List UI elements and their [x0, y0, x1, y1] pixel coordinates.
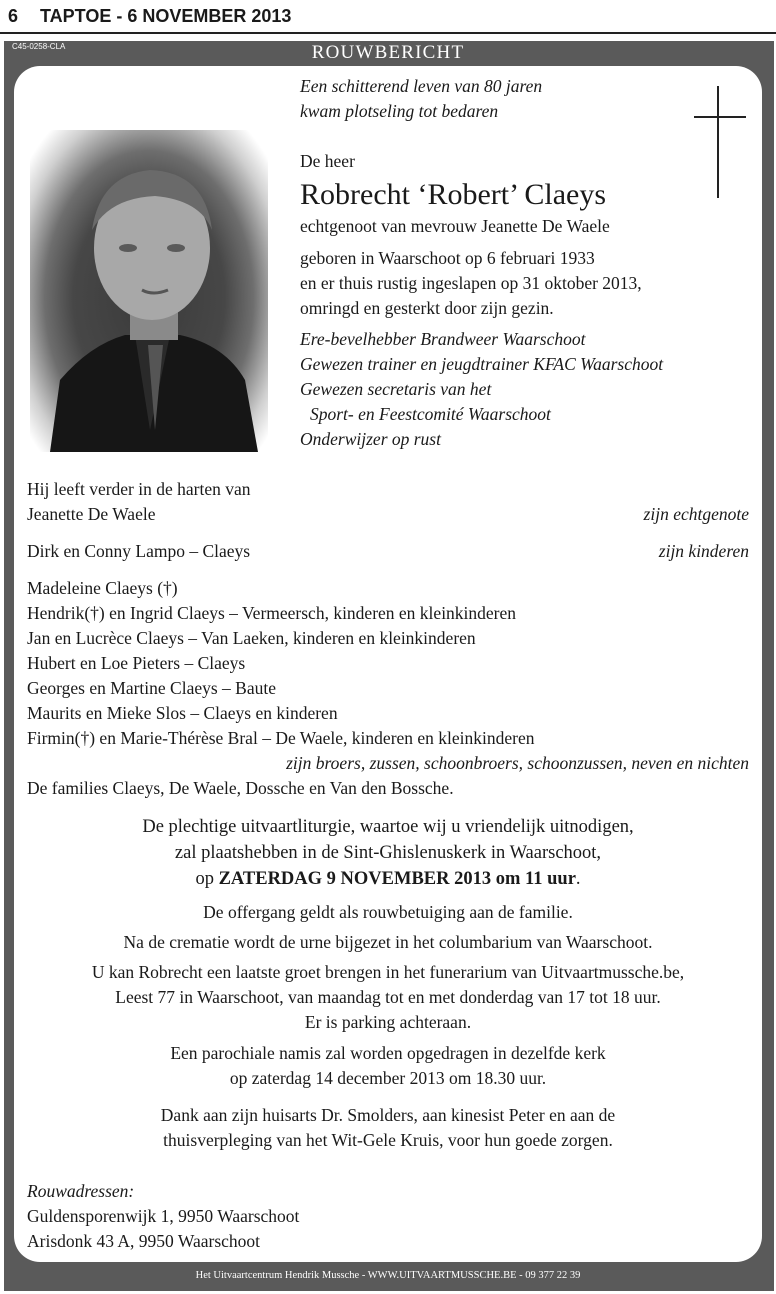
mass-line-2: op zaterdag 14 december 2013 om 18.30 uur.	[229, 1068, 547, 1088]
visitation-line-2: Leest 77 in Waarschoot, van maandag tot en met donderdag van 17 tot 18 uur.	[115, 987, 661, 1007]
mass-line-1: Een parochiale namis zal worden opgedragen in dezelfde kerk	[170, 1043, 606, 1063]
spouse-relation: zijn echtgenote	[643, 504, 749, 524]
page-header	[8, 6, 291, 27]
deceased-name: Robrecht ‘Robert’ Claeys	[300, 178, 607, 211]
addresses-label: Rouwadressen:	[27, 1181, 135, 1201]
title-line-5: Onderwijzer op rust	[300, 429, 441, 449]
urn-line: Na de crematie wordt de urne bijgezet in het columbarium van Waarschoot.	[123, 932, 653, 952]
thanks-line-2: thuisverpleging van het Wit-Gele Kruis, voor hun goede zorgen.	[163, 1130, 613, 1150]
page-header-title: TAPTOE - 6 NOVEMBER 2013	[40, 6, 292, 26]
funeral-date-suffix: .	[575, 869, 581, 889]
funeral-line-3	[14, 869, 762, 890]
intro-quote-line-1: Een schitterend leven van 80 jaren	[300, 76, 543, 96]
life-line-3: omringd en gesterkt door zijn gezin.	[300, 298, 554, 318]
intro-quote-line-2: kwam plotseling tot bedaren	[300, 101, 499, 121]
page-number: 6	[8, 6, 19, 26]
title-line-3: Gewezen secretaris van het	[300, 379, 492, 399]
notice-code: C45-0258-CLA	[12, 42, 66, 51]
children-relation: zijn kinderen	[658, 541, 749, 561]
spouse-name: Jeanette De Waele	[27, 504, 156, 524]
life-line-1: geboren in Waarschoot op 6 februari 1933	[300, 248, 595, 268]
life-line-2: en er thuis rustig ingeslapen op 31 oktober 2013,	[300, 273, 642, 293]
header-rule	[0, 32, 776, 34]
thanks-line-1: Dank aan zijn huisarts Dr. Smolders, aan kinesist Peter en aan de	[160, 1105, 616, 1125]
funeral-home-footer: Het Uitvaartcentrum Hendrik Mussche - WWW.UITVAARTMUSSCHE.BE - 09 377 22 39	[195, 1270, 581, 1281]
sibling-line: Firmin(†) en Marie-Thérèse Bral – De Waele, kinderen en kleinkinderen	[27, 728, 535, 748]
sibling-line: Hendrik(†) en Ingrid Claeys – Vermeersch, kinderen en kleinkinderen	[27, 603, 517, 623]
cross-icon	[717, 86, 719, 198]
funeral-date-prefix: op	[195, 869, 219, 889]
visitation-line-3: Er is parking achteraan.	[304, 1012, 472, 1032]
funeral-date: ZATERDAG 9 NOVEMBER 2013 om 11 uur	[218, 869, 576, 889]
visitation-line-1: U kan Robrecht een laatste groet brengen in het funerarium van Uitvaartmussche.be,	[91, 962, 685, 982]
spouse-line: echtgenoot van mevrouw Jeanette De Waele	[300, 216, 610, 236]
families-line: De families Claeys, De Waele, Dossche en Van den Bossche.	[27, 778, 454, 798]
sibling-line: Georges en Martine Claeys – Baute	[27, 678, 276, 698]
children-names: Dirk en Conny Lampo – Claeys	[27, 541, 251, 561]
sibling-line: Jan en Lucrèce Claeys – Van Laeken, kinderen en kleinkinderen	[27, 628, 476, 648]
address-line-1: Guldensporenwijk 1, 9950 Waarschoot	[27, 1206, 300, 1226]
survivors-intro: Hij leeft verder in de harten van	[27, 479, 251, 499]
title-line-2: Gewezen trainer en jeugdtrainer KFAC Waarschoot	[300, 354, 664, 374]
title-line-1: Ere-bevelhebber Brandweer Waarschoot	[300, 329, 586, 349]
portrait-silhouette	[30, 130, 268, 452]
salutation: De heer	[300, 151, 355, 171]
portrait-photo	[30, 130, 268, 452]
cross-icon-bar	[694, 116, 746, 118]
sibling-line: Madeleine Claeys (†)	[27, 578, 178, 598]
sibling-line: Maurits en Mieke Slos – Claeys en kinderen	[27, 703, 338, 723]
offering-line: De offergang geldt als rouwbetuiging aan de familie.	[203, 902, 573, 922]
title-line-4: Sport- en Feestcomité Waarschoot	[310, 404, 551, 424]
address-line-2: Arisdonk 43 A, 9950 Waarschoot	[27, 1231, 261, 1251]
siblings-relation: zijn broers, zussen, schoonbroers, schoonzussen, neven en nichten	[286, 753, 749, 773]
notice-banner: ROUWBERICHT	[311, 42, 465, 63]
sibling-line: Hubert en Loe Pieters – Claeys	[27, 653, 246, 673]
funeral-line-1: De plechtige uitvaartliturgie, waartoe wij u vriendelijk uitnodigen,	[142, 817, 634, 837]
funeral-line-2: zal plaatshebben in de Sint-Ghislenuskerk in Waarschoot,	[174, 843, 602, 863]
